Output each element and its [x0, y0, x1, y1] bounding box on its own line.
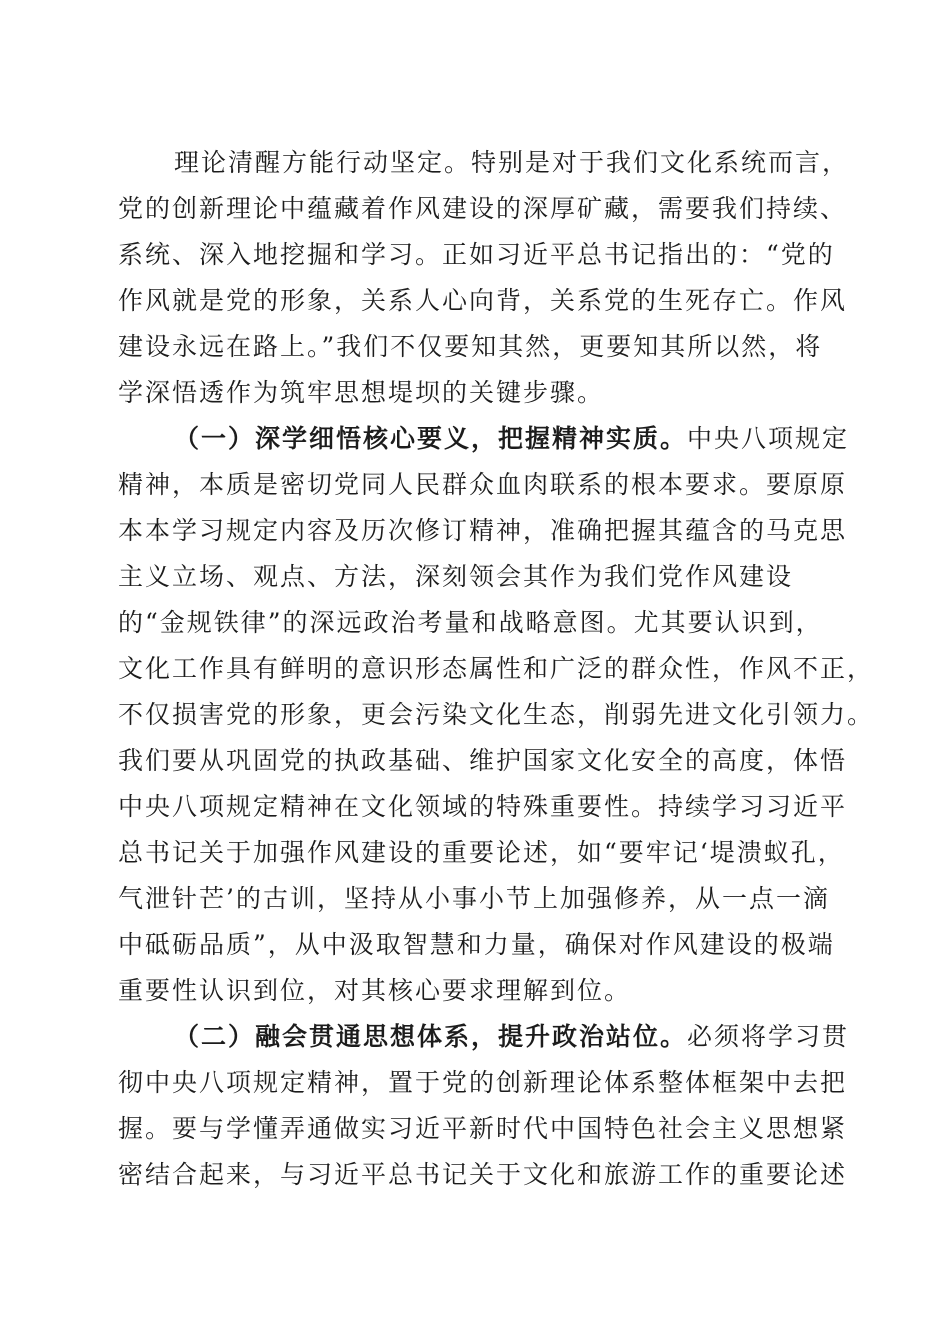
- paragraph-intro-line: [118, 140, 850, 186]
- paragraph-line: 文化工作具有鲜明的意识形态属性和广泛的群众性，作风不正，: [118, 654, 875, 683]
- paragraph-line: 密结合起来，与习近平总书记关于文化和旅游工作的重要论述: [118, 1160, 848, 1189]
- paragraph-line: 主义立场、观点、方法，深刻领会其作为我们党作风建设: [118, 562, 794, 591]
- paragraph-line: 重要性认识到位，对其核心要求理解到位。: [118, 976, 632, 1005]
- paragraph-line: 系统、深入地挖掘和学习。正如习近平总书记指出的：“党的: [118, 240, 835, 269]
- section-heading-two: （二）融会贯通思想体系，提升政治站位。: [174, 1022, 688, 1051]
- paragraph-line: 我们要从巩固党的执政基础、维护国家文化安全的高度，体悟: [118, 746, 848, 775]
- paragraph-line: 的“金规铁律”的深远政治考量和战略意图。尤其要认识到，: [118, 608, 823, 637]
- text-run: 中央八项规定: [687, 424, 850, 453]
- section-heading-one: （一）深学细悟核心要义，把握精神实质。: [174, 424, 688, 453]
- paragraph-line: 建设永远在路上。”我们不仅要知其然，更要知其所以然，将: [118, 332, 823, 361]
- paragraph-line: 中砥砺品质”，从中汲取智慧和力量，确保对作风建设的极端: [118, 930, 835, 959]
- paragraph-line: 中央八项规定精神在文化领域的特殊重要性。持续学习习近平: [118, 792, 848, 821]
- paragraph-line: 气泄针芒’的古训，坚持从小事小节上加强修养，从一点一滴: [118, 884, 830, 913]
- paragraph-line: 彻中央八项规定精神，置于党的创新理论体系整体框架中去把: [118, 1068, 848, 1097]
- paragraph-line: 握。要与学懂弄通做实习近平新时代中国特色社会主义思想紧: [118, 1114, 848, 1143]
- paragraph-line: 本本学习规定内容及历次修订精神，准确把握其蕴含的马克思: [118, 516, 848, 545]
- paragraph-line: 精神，本质是密切党同人民群众血肉联系的根本要求。要原原: [118, 470, 848, 499]
- document-body: [118, 140, 875, 1198]
- section-one-first-line: [118, 416, 850, 462]
- section-two-first-line: [118, 1014, 850, 1060]
- paragraph-line: 党的创新理论中蕴藏着作风建设的深厚矿藏，需要我们持续、: [118, 194, 848, 223]
- paragraph-line: 不仅损害党的形象，更会污染文化生态，削弱先进文化引领力。: [118, 700, 875, 729]
- text-run: 必须将学习贯: [687, 1022, 850, 1051]
- paragraph-line: 总书记关于加强作风建设的重要论述，如“要牢记‘堤溃蚁孔，: [118, 838, 845, 867]
- paragraph-line: 学深悟透作为筑牢思想堤坝的关键步骤。: [118, 378, 605, 407]
- paragraph-line: 作风就是党的形象，关系人心向背，关系党的生死存亡。作风: [118, 286, 848, 315]
- text-run: 理论清醒方能行动坚定。特别是对于我们文化系统而言，: [174, 148, 850, 177]
